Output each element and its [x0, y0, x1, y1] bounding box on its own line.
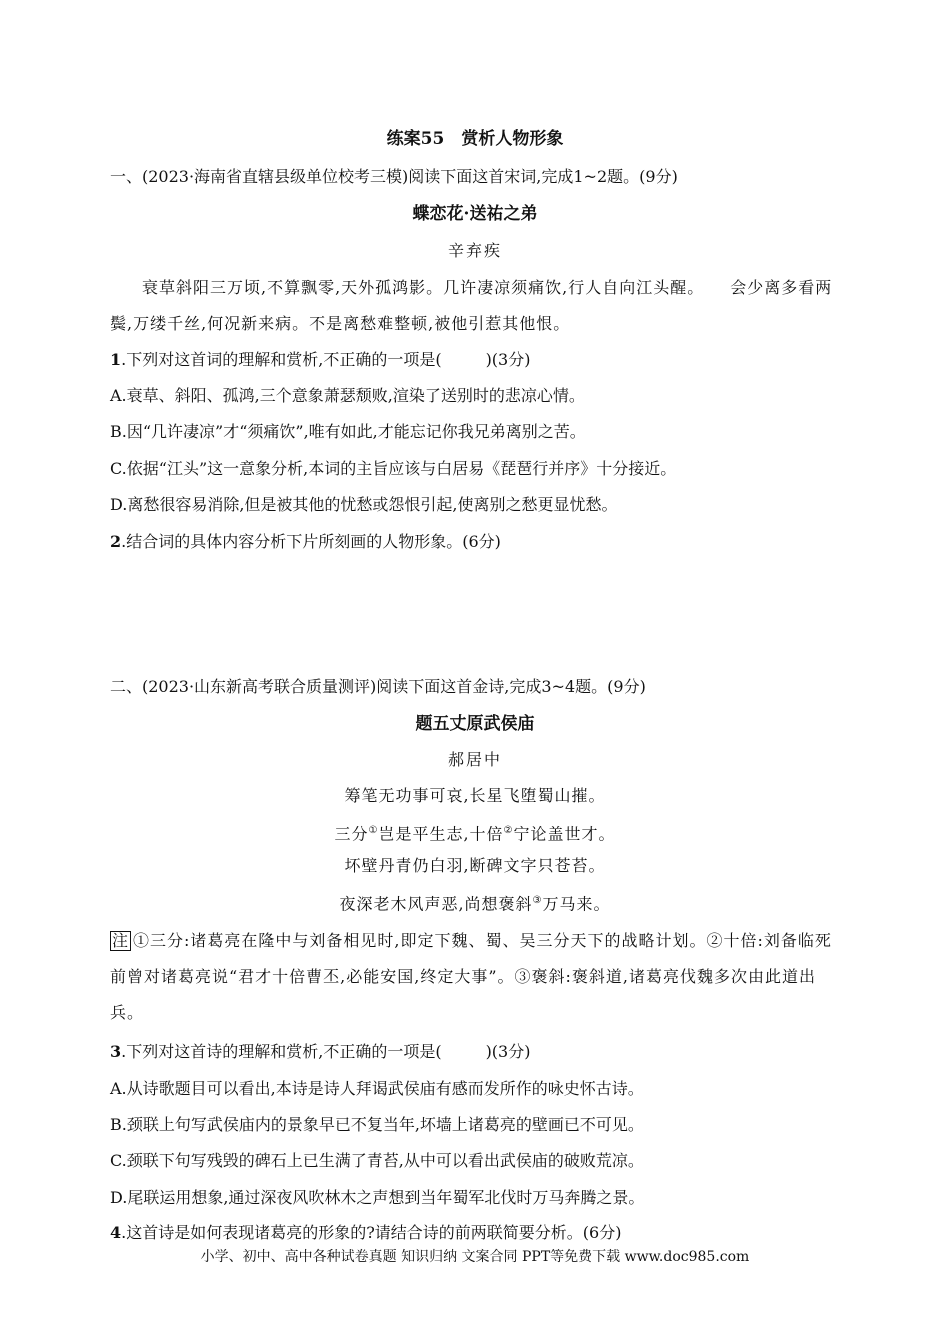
page-footer: 小学、初中、高中各种试卷真题 知识归纳 文案合同 PPT等免费下载 www.doc985.com — [200, 1249, 750, 1265]
poem2-title: 题五丈原武侯庙 — [415, 714, 535, 734]
poem1-body: 衰草斜阳三万顷,不算飘零,天外孤鸿影。几许凄凉须痛饮,行人自向江头醒。 会少离多看两鬓,万缕千丝,何况新来病。不是离愁难整顿,被他引惹其他恨。 — [110, 278, 833, 333]
q3-option-d: D.尾联运用想象,通过深夜风吹林木之声想到当年蜀军北伐时万马奔腾之景。 — [110, 1188, 645, 1207]
question-2-stem: .结合词的具体内容分析下片所刻画的人物形象。(6分) — [121, 532, 501, 551]
question-3-stem: .下列对这首诗的理解和赏析,不正确的一项是( — [121, 1042, 442, 1061]
question-4 — [110, 1222, 621, 1244]
poem2-line-1: 筹笔无功事可哀,长星飞堕蜀山摧。 — [344, 786, 606, 805]
footnote-marker-3: ③ — [532, 895, 543, 906]
question-2 — [110, 531, 501, 553]
q1-option-a: A.衰草、斜阳、孤鸿,三个意象萧瑟颓败,渲染了送别时的悲凉心情。 — [110, 386, 585, 405]
poem2-line-3: 坏壁丹青仍白羽,断碑文字只苍苔。 — [344, 856, 606, 875]
note-text: ①三分:诸葛亮在隆中与刘备相见时,即定下魏、蜀、吴三分天下的战略计划。②十倍:刘备临死前曾对诸葛亮说“君才十倍曹丕,必能安国,终定大事”。③褒斜:褒斜道,诸葛亮伐魏多次由此道出兵。 — [110, 931, 832, 1022]
poem2-line-2-part-b: 岂是平生志,十倍 — [378, 824, 504, 844]
q1-option-b: B.因“几许凄凉”才“须痛饮”,唯有如此,才能忘记你我兄弟离别之苦。 — [110, 422, 586, 441]
question-1-points: )(3分) — [485, 350, 531, 369]
footnote-marker-2: ② — [503, 825, 514, 836]
poem2-line-4-part-b: 万马来。 — [542, 894, 611, 914]
poem1-title: 蝶恋花·送祐之弟 — [412, 204, 538, 224]
section1-heading: 一、(2023·海南省直辖县级单位校考三模)阅读下面这首宋词,完成1~2题。(9分) — [110, 167, 678, 186]
question-1 — [110, 349, 530, 371]
q1-option-d: D.离愁很容易消除,但是被其他的忧愁或怨恨引起,使离别之愁更显忧愁。 — [110, 495, 618, 514]
poem2-author: 郝居中 — [447, 750, 502, 769]
poem2-line-2 — [0, 820, 950, 845]
footnote-marker-1: ① — [368, 825, 379, 836]
poem2-line-4-part-a: 夜深老木风声恶,尚想褒斜 — [339, 894, 533, 914]
question-3 — [110, 1041, 530, 1063]
question-4-number: 4 — [110, 1223, 122, 1242]
q3-option-c: C.颈联下句写残毁的碑石上已生满了青苔,从中可以看出武侯庙的破败荒凉。 — [110, 1151, 644, 1170]
q1-option-c: C.依据“江头”这一意象分析,本词的主旨应该与白居易《琵琶行并序》十分接近。 — [110, 459, 677, 478]
poem2-line-2-part-a: 三分 — [334, 824, 369, 844]
poem1-author: 辛弃疾 — [447, 241, 502, 260]
q3-option-a: A.从诗歌题目可以看出,本诗是诗人拜谒武侯庙有感而发所作的咏史怀古诗。 — [110, 1079, 644, 1098]
question-3-number: 3 — [110, 1042, 122, 1061]
poem2-notes — [110, 923, 840, 1031]
question-4-stem: .这首诗是如何表现诸葛亮的形象的?请结合诗的前两联简要分析。(6分) — [121, 1223, 622, 1242]
question-3-points: )(3分) — [485, 1042, 531, 1061]
question-1-stem: .下列对这首词的理解和赏析,不正确的一项是( — [121, 350, 442, 369]
poem2-line-2-part-c: 宁论盖世才。 — [513, 824, 616, 844]
poem2-line-4 — [0, 890, 950, 915]
section2-heading: 二、(2023·山东新高考联合质量测评)阅读下面这首金诗,完成3~4题。(9分) — [110, 677, 646, 696]
question-2-number: 2 — [110, 532, 122, 551]
q3-option-b: B.颈联上句写武侯庙内的景象早已不复当年,坏墙上诸葛亮的壁画已不可见。 — [110, 1115, 644, 1134]
note-label: 注 — [112, 931, 130, 950]
question-1-number: 1 — [110, 350, 122, 369]
document-title: 练案55 赏析人物形象 — [386, 129, 564, 149]
